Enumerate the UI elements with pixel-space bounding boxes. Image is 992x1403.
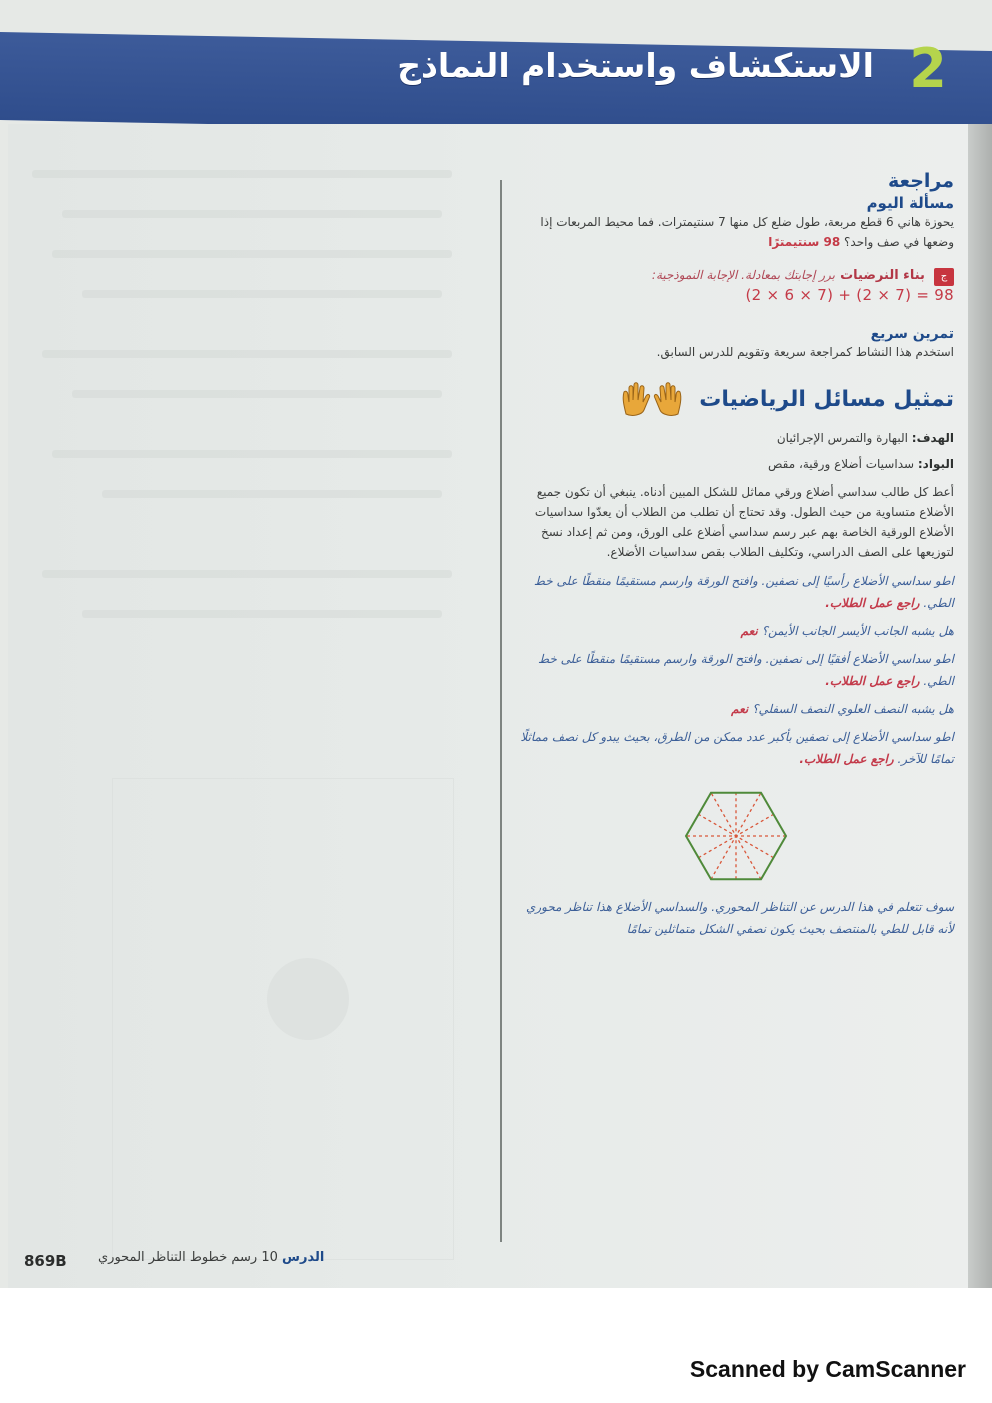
activity-body: أعط كل طالب سداسي أضلاع ورقي مماثل للشكل المبين أدناه. ينبغي أن تكون جميع الأضلاع متساوية من حيث الطول. وقد تحتاج أن تطلب من الطلاب أن يعدّوا سداسيات الأضلاع الورقية الخاصة بهم عبر رسم سداسي أضلاع على الورق، ومن ثم إعداد نسخ لتوزيعها على الصف الدراسي، وتكليف الطلاب بقص سداسيات الأضلاع. [534,485,954,559]
lesson-number: 10 [261,1250,278,1265]
page-edge [968,124,992,1288]
step-answer: راجع عمل الطلاب. [825,674,920,688]
step-text: اطو سداسي الأضلاع أفقيًا إلى نصفين. وافتح الورقة وارسم مستقيمًا منقطًا على خط الطي. [537,652,954,688]
side-margin-note [972,870,984,1110]
teacher-notes-column [518,160,954,940]
goal-line [518,428,954,448]
model-title: بناء النرضيات [840,268,925,283]
quick-exercise-text: استخدم هذا النشاط كمراجعة سريعة وتقويم للدرس السابق. [656,345,954,359]
footer-lesson [98,1250,324,1265]
quick-exercise-heading: تمرين سريع [870,326,954,342]
goal-text: البهارة والتمرس الإجرائيان [776,431,908,445]
lesson-label: الدرس [282,1250,325,1265]
review-heading: مراجعة [887,170,954,192]
closing-note: سوف تتعلم في هذا الدرس عن التناظر المحوري. والسداسي الأضلاع هذا تناظر محوري لأنه قابل للطي بالمنتصف بحيث يكون نصفي الشكل متماثلين تمامًا [525,900,954,936]
step-answer: راجع عمل الطلاب. [825,596,920,610]
math-representation-heading [518,380,954,420]
step-answer: نعم [740,624,758,638]
hexagon-figure [676,784,796,888]
page-number: 869B [24,1252,67,1270]
faded-left-column [22,150,472,1230]
activity-steps [518,570,954,770]
goal-label: الهدف: [911,431,954,445]
step-answer: راجع عمل الطلاب. [799,752,894,766]
materials-label: البواد: [917,457,954,471]
model-row [518,264,954,304]
materials-text: سداسيات أضلاع ورقية، مقص [767,457,915,471]
math-representation-title: تمثيل مسائل الرياضيات [699,387,954,412]
step-item [518,648,954,692]
step-answer: نعم [731,702,749,716]
step-text: هل يشبه النصف العلوي النصف السفلي؟ [752,702,954,716]
section-title: الاستكشاف واستخدام النماذج [397,46,874,85]
section-number: 2 [909,37,947,100]
column-divider [500,180,502,1242]
model-badge: ج [934,268,954,286]
problem-text [518,212,954,252]
hands-icon [620,380,684,420]
model-equation: (2 × 6 × 7) + (2 × 7) = 98 [745,286,954,304]
lesson-title: رسم خطوط التناظر المحوري [98,1250,258,1265]
materials-line [518,454,954,474]
step-item [518,620,954,642]
step-text: هل يشبه الجانب الأيسر الجانب الأيمن؟ [761,624,954,638]
step-item [518,726,954,770]
problem-of-day-heading: مسألة اليوم [866,194,954,212]
problem-question: يحوزة هاني 6 قطع مربعة، طول ضلع كل منها 7 سنتيمترات. فما محيط المربعات إذا وضعها في صف واحد؟ [540,215,954,249]
step-text: اطو سداسي الأضلاع رأسيًا إلى نصفين. وافتح الورقة وارسم مستقيمًا منقطًا على خط الطي. [533,574,954,610]
model-note: برر إجابتك بمعادلة. الإجابة النموذجية: [651,268,836,282]
step-text: اطو سداسي الأضلاع إلى نصفين بأكبر عدد ممكن من الطرق، بحيث يبدو كل نصف مماثلًا تمامًا للآخر. [520,730,954,766]
camscanner-watermark: Scanned by CamScanner [689,1356,966,1382]
step-item [518,570,954,614]
step-item [518,698,954,720]
problem-answer: 98 سنتيمترًا [768,235,841,249]
